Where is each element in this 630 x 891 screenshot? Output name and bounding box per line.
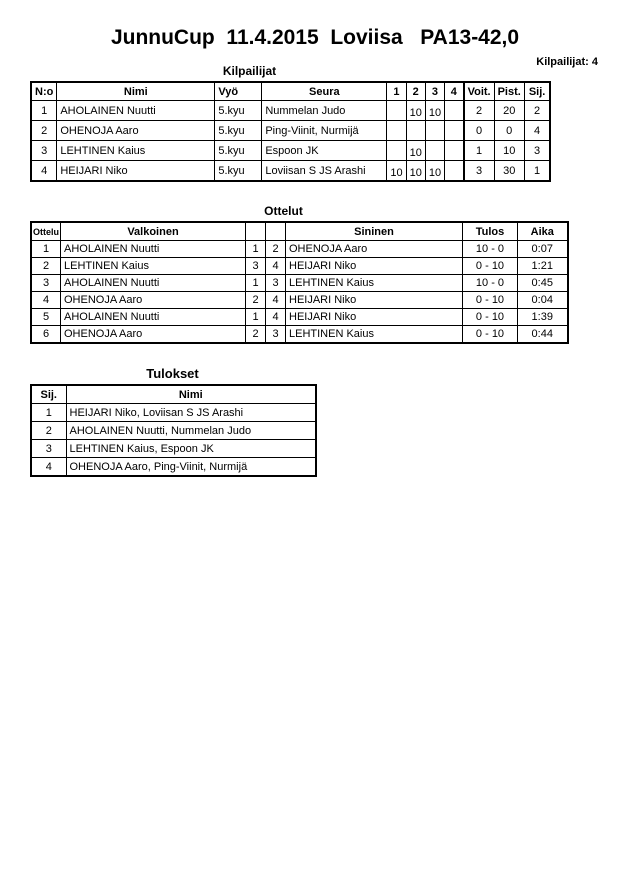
table-cell: 5 — [31, 309, 61, 326]
table-cell: 2 — [464, 101, 495, 121]
tulokset-heading: Tulokset — [146, 366, 199, 381]
table-cell: 10 — [406, 141, 425, 161]
col-header-seura: Seura — [262, 82, 387, 101]
table-cell: 2 — [31, 121, 57, 141]
result-row — [31, 422, 316, 440]
table-cell: HEIJARI Niko, Loviisan S JS Arashi — [66, 404, 316, 422]
table-cell: 3 — [31, 141, 57, 161]
table-cell: AHOLAINEN Nuutti, Nummelan Judo — [66, 422, 316, 440]
table-cell: LEHTINEN Kaius, Espoon JK — [66, 440, 316, 458]
table-cell: 3 — [31, 275, 61, 292]
table-cell: 0 — [464, 121, 495, 141]
ottelut-header-row — [31, 222, 568, 241]
table-cell: 0:04 — [518, 292, 568, 309]
tulokset-header-row — [31, 385, 316, 404]
table-cell: 3 — [524, 141, 550, 161]
table-cell: 2 — [266, 241, 286, 258]
col-header-1: 1 — [387, 82, 406, 101]
table-cell: 10 — [406, 101, 425, 121]
match-row — [31, 292, 568, 309]
table-cell: AHOLAINEN Nuutti — [61, 309, 246, 326]
col-header-white-no — [246, 222, 266, 241]
table-cell: 3 — [266, 326, 286, 344]
table-cell: 4 — [31, 458, 66, 477]
table-cell: 30 — [494, 161, 524, 182]
table-cell: 10 — [425, 161, 444, 182]
table-cell: 10 — [406, 161, 425, 182]
table-cell: 1 — [246, 309, 266, 326]
match-row — [31, 309, 568, 326]
table-cell: LEHTINEN Kaius — [286, 326, 463, 344]
table-cell: 5.kyu — [215, 101, 262, 121]
table-cell: OHENOJA Aaro — [286, 241, 463, 258]
table-cell — [425, 141, 444, 161]
table-cell: 4 — [266, 309, 286, 326]
ottelut-heading: Ottelut — [264, 204, 303, 218]
result-row — [31, 404, 316, 422]
table-cell: 0:07 — [518, 241, 568, 258]
competitor-row — [31, 101, 550, 121]
tulokset-body — [31, 404, 316, 477]
table-cell: Loviisan S JS Arashi — [262, 161, 387, 182]
col-header-sininen: Sininen — [286, 222, 463, 241]
table-cell: 4 — [31, 292, 61, 309]
table-cell: LEHTINEN Kaius — [57, 141, 215, 161]
table-cell — [387, 121, 406, 141]
table-cell: 4 — [266, 258, 286, 275]
table-cell: OHENOJA Aaro — [61, 292, 246, 309]
table-cell: 4 — [524, 121, 550, 141]
table-cell: 0 - 10 — [463, 326, 518, 344]
table-cell: 1 — [524, 161, 550, 182]
table-cell: 10 — [494, 141, 524, 161]
table-cell: 1 — [246, 241, 266, 258]
table-cell — [445, 141, 464, 161]
competitors-count: Kilpailijat: 4 — [536, 56, 598, 68]
table-cell: 10 — [425, 101, 444, 121]
col-header-blue-no — [266, 222, 286, 241]
col-header-sij: Sij. — [524, 82, 550, 101]
table-cell: 4 — [31, 161, 57, 182]
col-header-ottelu: Ottelu — [31, 222, 61, 241]
kilpailijat-header-row — [31, 82, 550, 101]
table-cell: 0:45 — [518, 275, 568, 292]
col-header-nimi: Nimi — [57, 82, 215, 101]
content-area — [0, 50, 630, 477]
table-cell: 0:44 — [518, 326, 568, 344]
col-header-voit: Voit. — [464, 82, 495, 101]
match-row — [31, 275, 568, 292]
competitor-row — [31, 161, 550, 182]
table-cell: 1 — [464, 141, 495, 161]
table-cell: AHOLAINEN Nuutti — [61, 275, 246, 292]
competitor-row — [31, 121, 550, 141]
table-cell — [445, 121, 464, 141]
table-cell: HEIJARI Niko — [286, 258, 463, 275]
table-cell: 5.kyu — [215, 161, 262, 182]
table-cell: 10 — [387, 161, 406, 182]
table-cell: 3 — [246, 258, 266, 275]
col-header-valkoinen: Valkoinen — [61, 222, 246, 241]
kilpailijat-heading: Kilpailijat — [222, 64, 277, 78]
table-cell: HEIJARI Niko — [286, 292, 463, 309]
table-cell: 10 - 0 — [463, 241, 518, 258]
table-cell: 6 — [31, 326, 61, 344]
match-row — [31, 258, 568, 275]
table-cell: 0 - 10 — [463, 258, 518, 275]
table-cell: 4 — [266, 292, 286, 309]
col-header-sij: Sij. — [31, 385, 66, 404]
kilpailijat-table — [30, 81, 551, 182]
table-cell: HEIJARI Niko — [57, 161, 215, 182]
table-cell: Ping-Viinit, Nurmijä — [262, 121, 387, 141]
table-cell: 3 — [31, 440, 66, 458]
table-cell: LEHTINEN Kaius — [286, 275, 463, 292]
table-cell — [425, 121, 444, 141]
table-cell: HEIJARI Niko — [286, 309, 463, 326]
col-header-4: 4 — [445, 82, 464, 101]
result-row — [31, 458, 316, 477]
table-cell: 1 — [246, 275, 266, 292]
table-cell: 5.kyu — [215, 121, 262, 141]
page-title: JunnuCup 11.4.2015 Loviisa PA13-42,0 — [110, 26, 520, 49]
table-cell: 1 — [31, 241, 61, 258]
match-row — [31, 326, 568, 344]
match-row — [31, 241, 568, 258]
table-cell: 1 — [31, 404, 66, 422]
table-cell — [445, 101, 464, 121]
table-cell: 20 — [494, 101, 524, 121]
table-cell: 5.kyu — [215, 141, 262, 161]
col-header-aika: Aika — [518, 222, 568, 241]
table-cell — [445, 161, 464, 182]
ottelut-table — [30, 221, 569, 344]
col-header-2: 2 — [406, 82, 425, 101]
table-cell: 0 - 10 — [463, 292, 518, 309]
col-header-3: 3 — [425, 82, 444, 101]
table-cell: 1:39 — [518, 309, 568, 326]
table-cell: 3 — [266, 275, 286, 292]
tulokset-table — [30, 384, 317, 477]
table-cell: 3 — [464, 161, 495, 182]
table-cell: Nummelan Judo — [262, 101, 387, 121]
table-cell: OHENOJA Aaro — [57, 121, 215, 141]
table-cell: 0 — [494, 121, 524, 141]
table-cell: 2 — [246, 292, 266, 309]
table-cell: AHOLAINEN Nuutti — [61, 241, 246, 258]
table-cell: OHENOJA Aaro, Ping-Viinit, Nurmijä — [66, 458, 316, 477]
table-cell: AHOLAINEN Nuutti — [57, 101, 215, 121]
table-cell: 1:21 — [518, 258, 568, 275]
table-cell: 10 - 0 — [463, 275, 518, 292]
col-header-pist: Pist. — [494, 82, 524, 101]
col-header-vyo: Vyö — [215, 82, 262, 101]
col-header-no: N:o — [31, 82, 57, 101]
table-cell: Espoon JK — [262, 141, 387, 161]
table-cell: 2 — [246, 326, 266, 344]
table-cell: 1 — [31, 101, 57, 121]
result-row — [31, 440, 316, 458]
table-cell — [387, 101, 406, 121]
kilpailijat-body — [31, 101, 550, 182]
ottelut-body — [31, 241, 568, 344]
table-cell — [387, 141, 406, 161]
table-cell: 2 — [31, 422, 66, 440]
table-cell: LEHTINEN Kaius — [61, 258, 246, 275]
table-cell: 2 — [31, 258, 61, 275]
table-cell: OHENOJA Aaro — [61, 326, 246, 344]
table-cell — [406, 121, 425, 141]
table-cell: 2 — [524, 101, 550, 121]
competitor-row — [31, 141, 550, 161]
col-header-nimi: Nimi — [66, 385, 316, 404]
col-header-tulos: Tulos — [463, 222, 518, 241]
table-cell: 0 - 10 — [463, 309, 518, 326]
